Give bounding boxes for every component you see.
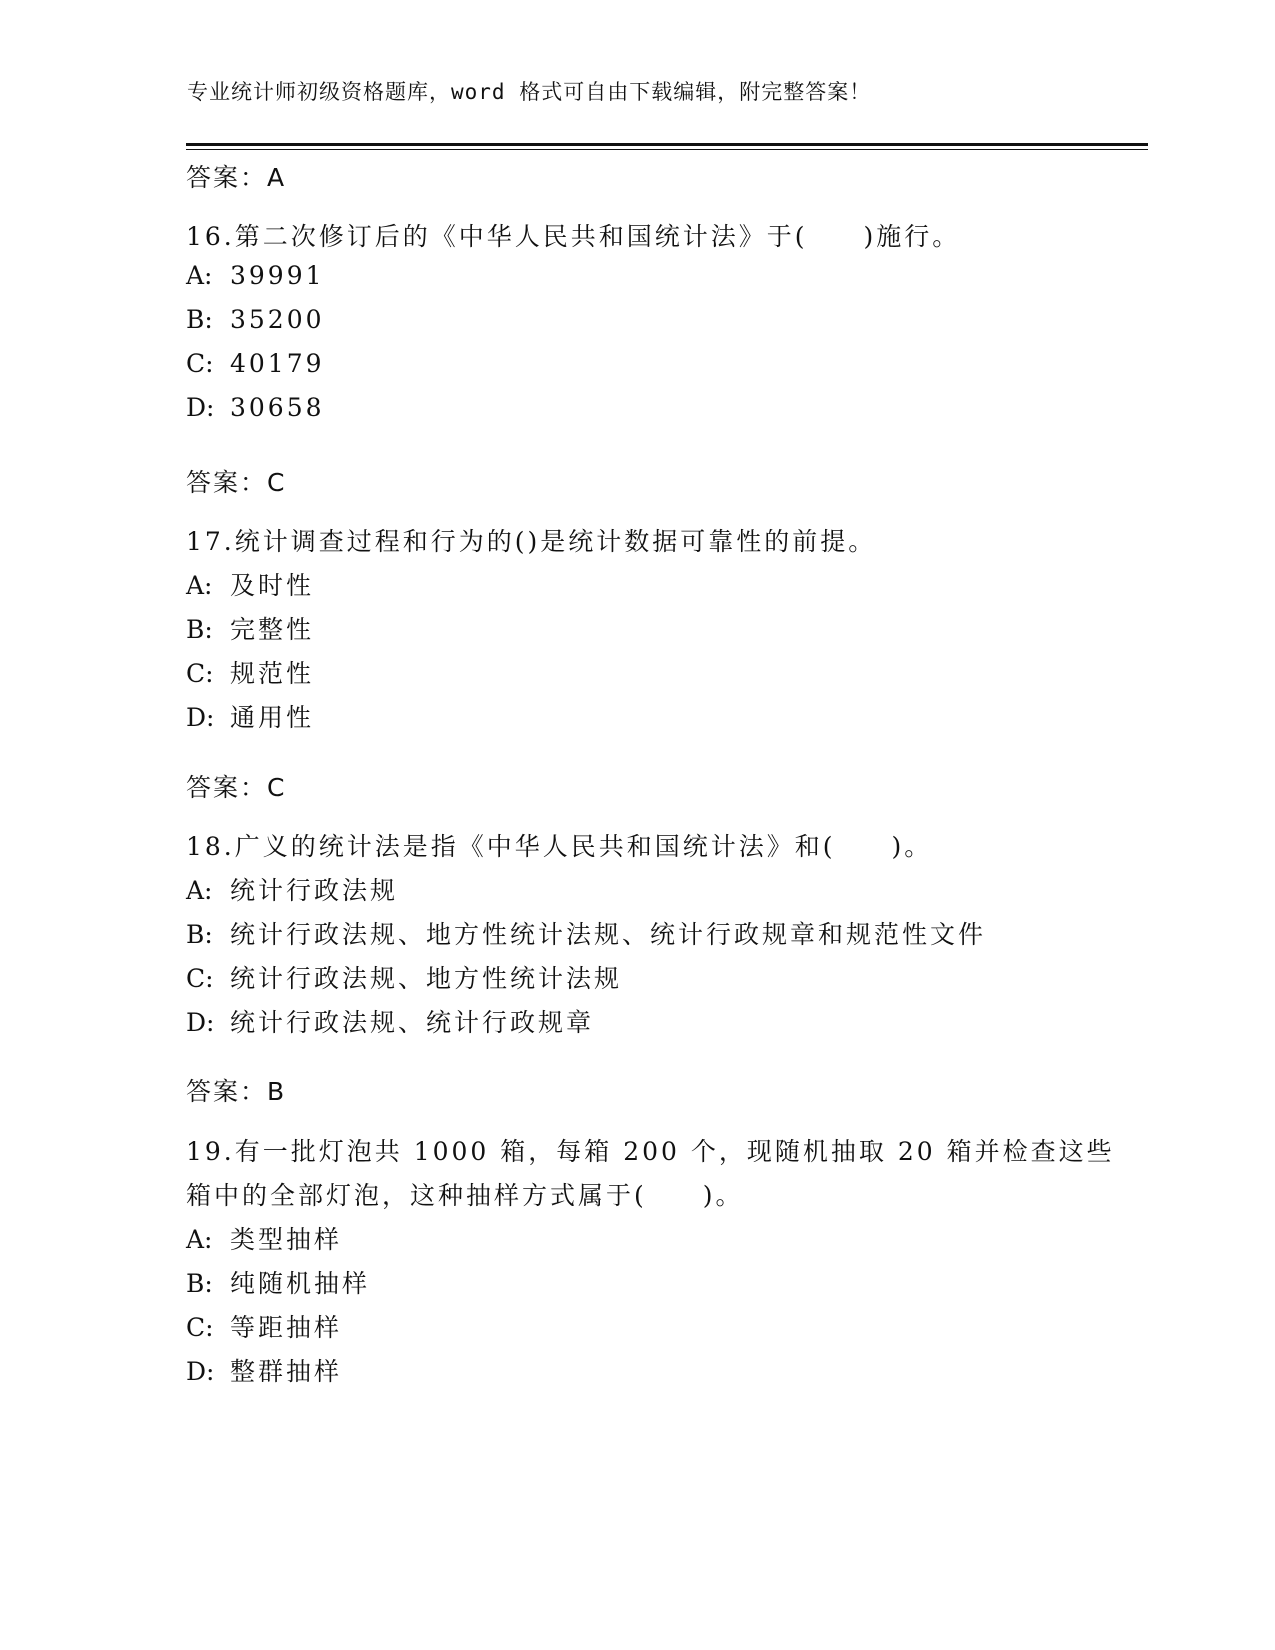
option-text: 统计行政法规、统计行政规章 — [230, 1008, 595, 1037]
answer-q18: 答案：B — [186, 1077, 287, 1106]
question-17-option-b — [186, 610, 314, 646]
question-17-option-d — [186, 698, 314, 734]
question-16-option-b — [186, 305, 325, 334]
option-label: D: — [186, 1357, 215, 1386]
question-17-stem: 17.统计调查过程和行为的()是统计数据可靠性的前提。 — [186, 527, 877, 556]
option-label: C: — [186, 1313, 214, 1342]
option-text: 及时性 — [230, 571, 315, 600]
header-rule-thin — [186, 149, 1148, 150]
option-text: 35200 — [230, 305, 325, 334]
option-label: A: — [186, 571, 213, 600]
option-label: C: — [186, 964, 214, 993]
answer-q16: 答案：C — [186, 468, 287, 497]
option-text: 规范性 — [230, 659, 315, 688]
question-19-option-d — [186, 1352, 342, 1388]
option-label: B: — [186, 305, 213, 334]
option-label: C: — [186, 349, 214, 378]
answer-q15: 答案：A — [186, 163, 287, 192]
option-text: 统计行政法规、地方性统计法规 — [230, 964, 623, 993]
question-16-stem: 16.第二次修订后的《中华人民共和国统计法》于( )施行。 — [186, 222, 961, 251]
option-text: 类型抽样 — [230, 1225, 343, 1254]
page-header: 专业统计师初级资格题库，word 格式可自由下载编辑，附完整答案！ — [187, 80, 872, 104]
question-19-option-b — [186, 1264, 370, 1300]
question-19-stem-line-2: 箱中的全部灯泡，这种抽样方式属于( )。 — [186, 1181, 744, 1210]
option-text: 统计行政法规 — [230, 876, 399, 905]
option-text: 统计行政法规、地方性统计法规、统计行政规章和规范性文件 — [230, 920, 987, 949]
option-text: 40179 — [230, 349, 325, 378]
option-label: D: — [186, 1008, 215, 1037]
option-text: 纯随机抽样 — [230, 1269, 371, 1298]
header-rule-thick — [186, 143, 1148, 146]
option-text: 整群抽样 — [230, 1357, 343, 1386]
question-19-option-c — [186, 1308, 342, 1344]
option-text: 等距抽样 — [230, 1313, 343, 1342]
question-18-option-b — [186, 915, 986, 951]
option-label: C: — [186, 659, 214, 688]
question-17-option-c — [186, 654, 314, 690]
question-17-option-a — [186, 566, 314, 602]
option-label: A: — [186, 261, 213, 290]
question-18-option-c — [186, 959, 622, 995]
question-18-option-d — [186, 1003, 594, 1039]
question-19-option-a — [186, 1220, 342, 1256]
option-label: A: — [186, 1225, 213, 1254]
question-16-option-d — [186, 393, 325, 422]
option-label: A: — [186, 876, 213, 905]
option-text: 完整性 — [230, 615, 315, 644]
option-text: 30658 — [230, 393, 325, 422]
option-label: B: — [186, 920, 213, 949]
option-text: 39991 — [230, 261, 325, 290]
question-18-stem: 18.广义的统计法是指《中华人民共和国统计法》和( )。 — [186, 832, 933, 861]
question-19-stem-line-1: 19.有一批灯泡共 1000 箱，每箱 200 个，现随机抽取 20 箱并检查这些 — [186, 1137, 1115, 1166]
option-label: D: — [186, 703, 215, 732]
option-text: 通用性 — [230, 703, 315, 732]
question-16-option-a — [186, 261, 325, 290]
answer-q17: 答案：C — [186, 773, 287, 802]
option-label: D: — [186, 393, 215, 422]
question-16-option-c — [186, 349, 325, 378]
question-18-option-a — [186, 871, 398, 907]
option-label: B: — [186, 1269, 213, 1298]
option-label: B: — [186, 615, 213, 644]
